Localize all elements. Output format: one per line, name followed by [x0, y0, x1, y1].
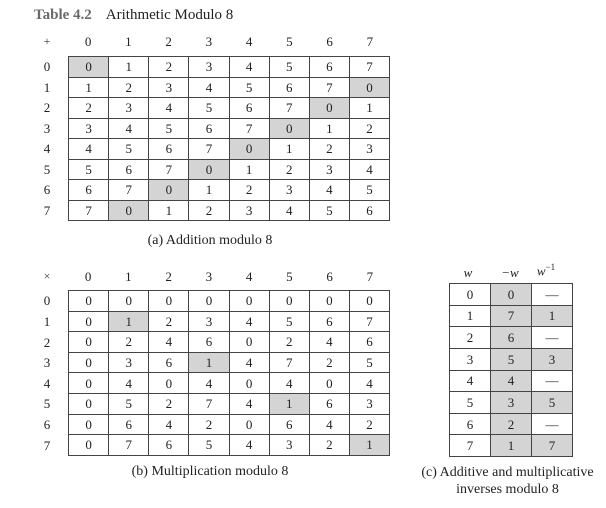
table-row — [69, 98, 390, 119]
table-cell: 3 — [349, 139, 389, 160]
table-cell: 0 — [149, 291, 189, 312]
addition-column-header: 2 — [165, 34, 172, 49]
multiplication-column-header: 2 — [165, 269, 172, 284]
table-cell: 5 — [109, 139, 149, 160]
addition-caption: (a) Addition modulo 8 — [147, 233, 273, 248]
table-cell: 3 — [69, 118, 109, 139]
addition-row-header: 0 — [43, 59, 51, 75]
table-row — [69, 352, 390, 373]
table-row — [69, 118, 390, 139]
table-cell: 0 — [229, 373, 269, 394]
multiplication-column-header: 4 — [245, 269, 253, 284]
table-row — [69, 200, 390, 221]
table-cell: 7 — [69, 200, 109, 221]
table-cell: 0 — [349, 77, 389, 98]
table-cell: 5 — [189, 435, 229, 456]
table-cell: 4 — [229, 352, 269, 373]
table-cell: 0 — [269, 291, 309, 312]
table-cell: 5 — [109, 393, 149, 414]
table-cell: 5 — [189, 98, 229, 119]
table-row — [450, 435, 573, 457]
table-cell: 5 — [349, 352, 389, 373]
table-cell: 5 — [349, 180, 389, 201]
table-cell: 0 — [69, 393, 109, 414]
table-row — [450, 392, 573, 414]
table-cell: 4 — [269, 373, 309, 394]
table-cell: 7 — [149, 159, 189, 180]
table-cell: 6 — [189, 118, 229, 139]
multiplication-operator: × — [43, 269, 51, 283]
table-cell: 3 — [149, 77, 189, 98]
inverse-neg-w-cell: 5 — [491, 348, 532, 370]
table-cell: 3 — [269, 435, 309, 456]
table-cell: 4 — [69, 139, 109, 160]
table-cell: 0 — [229, 291, 269, 312]
table-cell: 0 — [309, 373, 349, 394]
multiplication-row-header: 2 — [43, 334, 51, 350]
table-cell: 0 — [309, 98, 349, 119]
inverse-header-w-inv — [526, 262, 566, 279]
inverse-w-inv-cell: 5 — [532, 392, 573, 414]
table-cell: 2 — [269, 332, 309, 353]
table-cell: 3 — [229, 200, 269, 221]
addition-row-header: 3 — [43, 120, 51, 136]
table-row — [450, 413, 573, 435]
table-cell: 2 — [109, 332, 149, 353]
inverse-neg-w-cell: 2 — [491, 413, 532, 435]
table-cell: 4 — [229, 393, 269, 414]
table-cell: 4 — [269, 200, 309, 221]
table-cell: 7 — [189, 139, 229, 160]
table-row — [450, 305, 573, 327]
table-cell: 4 — [309, 180, 349, 201]
table-row — [69, 373, 390, 394]
table-cell: 2 — [309, 435, 349, 456]
inverse-header-w-inv-base: w — [536, 263, 546, 279]
table-cell: 6 — [269, 77, 309, 98]
table-cell: 5 — [269, 57, 309, 78]
table-row — [450, 327, 573, 349]
table-cell: 0 — [69, 352, 109, 373]
table-row — [69, 393, 390, 414]
table-cell: 2 — [189, 414, 229, 435]
table-cell: 7 — [349, 311, 389, 332]
inverse-w-inv-cell: 1 — [532, 305, 573, 327]
table-cell: 4 — [189, 373, 229, 394]
table-row — [69, 77, 390, 98]
inverses-table — [449, 283, 573, 457]
table-cell: 2 — [309, 352, 349, 373]
table-number: Table 4.2 — [34, 7, 92, 23]
inverse-neg-w-cell: 0 — [491, 284, 532, 306]
table-cell: 0 — [229, 332, 269, 353]
table-cell: 6 — [309, 393, 349, 414]
table-cell: 0 — [69, 291, 109, 312]
table-cell: 0 — [229, 139, 269, 160]
table-cell: 1 — [189, 180, 229, 201]
table-row — [69, 139, 390, 160]
addition-column-header: 1 — [125, 34, 132, 49]
table-cell: 3 — [109, 98, 149, 119]
inverse-w-cell: 6 — [450, 413, 491, 435]
table-cell: 4 — [349, 159, 389, 180]
multiplication-row-header: 5 — [43, 396, 51, 412]
table-cell: 5 — [229, 77, 269, 98]
inverses-caption-line1: (c) Additive and multiplicative — [421, 465, 594, 480]
table-cell: 0 — [189, 159, 229, 180]
inverses-caption — [400, 464, 606, 498]
multiplication-row-header: 1 — [43, 313, 51, 329]
table-cell: 1 — [69, 77, 109, 98]
table-cell: 6 — [229, 98, 269, 119]
table-cell: 4 — [189, 77, 229, 98]
table-cell: 4 — [149, 98, 189, 119]
table-row — [450, 284, 573, 306]
table-cell: 1 — [149, 200, 189, 221]
table-cell: 5 — [69, 159, 109, 180]
table-cell: 6 — [69, 180, 109, 201]
table-name: Arithmetic Modulo 8 — [105, 7, 234, 23]
multiplication-row-header: 3 — [43, 355, 51, 371]
table-cell: 7 — [269, 98, 309, 119]
addition-row-header: 5 — [43, 161, 51, 177]
table-cell: 0 — [309, 291, 349, 312]
table-cell: 0 — [69, 414, 109, 435]
table-cell: 6 — [149, 352, 189, 373]
table-cell: 2 — [69, 98, 109, 119]
inverse-w-inv-cell: — — [532, 284, 573, 306]
table-cell: 4 — [229, 435, 269, 456]
table-cell: 0 — [109, 200, 149, 221]
addition-column-header: 3 — [205, 34, 213, 49]
multiplication-table — [68, 290, 390, 456]
addition-column-header: 7 — [366, 34, 374, 49]
table-cell: 3 — [269, 180, 309, 201]
table-row — [69, 414, 390, 435]
inverse-neg-w-cell: 7 — [491, 305, 532, 327]
table-cell: 7 — [109, 435, 149, 456]
multiplication-column-header: 5 — [286, 269, 293, 284]
table-cell: 2 — [309, 139, 349, 160]
addition-row-header: 2 — [43, 100, 51, 116]
addition-row-header: 1 — [43, 79, 51, 95]
table-cell: 6 — [109, 159, 149, 180]
addition-column-header: 0 — [84, 34, 92, 49]
inverse-w-cell: 0 — [450, 284, 491, 306]
table-cell: 1 — [229, 159, 269, 180]
inverse-w-inv-cell: — — [532, 370, 573, 392]
table-title — [34, 7, 233, 24]
table-cell: 1 — [309, 118, 349, 139]
table-cell: 5 — [269, 311, 309, 332]
table-cell: 0 — [69, 435, 109, 456]
multiplication-row-header: 4 — [43, 375, 51, 391]
table-cell: 0 — [69, 57, 109, 78]
inverse-header-neg-w: −w — [501, 265, 519, 280]
table-cell: 4 — [309, 332, 349, 353]
table-cell: 0 — [349, 291, 389, 312]
inverse-w-inv-cell: 7 — [532, 435, 573, 457]
inverse-neg-w-cell: 3 — [491, 392, 532, 414]
table-cell: 1 — [269, 139, 309, 160]
table-cell: 2 — [149, 393, 189, 414]
table-row — [69, 291, 390, 312]
inverse-header-w: w — [463, 265, 473, 280]
table-cell: 7 — [309, 77, 349, 98]
multiplication-row-header: 6 — [43, 416, 51, 432]
table-cell: 0 — [229, 414, 269, 435]
table-cell: 2 — [149, 311, 189, 332]
inverse-w-cell: 2 — [450, 327, 491, 349]
table-cell: 0 — [69, 373, 109, 394]
inverse-w-inv-cell: 3 — [532, 348, 573, 370]
table-cell: 6 — [349, 200, 389, 221]
table-cell: 1 — [109, 57, 149, 78]
multiplication-caption: (b) Multiplication modulo 8 — [131, 464, 289, 479]
table-cell: 2 — [229, 180, 269, 201]
table-cell: 4 — [229, 311, 269, 332]
addition-row-header: 4 — [43, 141, 51, 157]
table-row — [450, 370, 573, 392]
inverse-w-inv-cell: — — [532, 413, 573, 435]
table-row — [450, 348, 573, 370]
table-row — [69, 159, 390, 180]
table-cell: 0 — [69, 332, 109, 353]
table-cell: 1 — [109, 311, 149, 332]
addition-column-header: 4 — [245, 34, 253, 49]
addition-column-header: 5 — [286, 34, 293, 49]
table-cell: 4 — [309, 414, 349, 435]
inverse-w-cell: 5 — [450, 392, 491, 414]
inverse-neg-w-cell: 1 — [491, 435, 532, 457]
table-cell: 7 — [189, 393, 229, 414]
table-cell: 0 — [189, 291, 229, 312]
table-cell: 1 — [189, 352, 229, 373]
table-cell: 6 — [269, 414, 309, 435]
addition-row-header: 6 — [43, 182, 51, 198]
table-cell: 7 — [109, 180, 149, 201]
table-cell: 3 — [309, 159, 349, 180]
table-cell: 4 — [109, 373, 149, 394]
table-cell: 6 — [309, 57, 349, 78]
multiplication-column-header: 1 — [125, 269, 132, 284]
table-cell: 4 — [149, 414, 189, 435]
table-cell: 0 — [149, 373, 189, 394]
table-cell: 3 — [189, 57, 229, 78]
table-cell: 1 — [269, 393, 309, 414]
table-cell: 1 — [349, 435, 389, 456]
multiplication-column-header: 6 — [326, 269, 333, 284]
table-cell: 3 — [349, 393, 389, 414]
inverse-w-inv-cell: — — [532, 327, 573, 349]
table-cell: 2 — [269, 159, 309, 180]
addition-operator: + — [43, 34, 51, 48]
table-cell: 3 — [189, 311, 229, 332]
table-row — [69, 57, 390, 78]
table-cell: 4 — [349, 373, 389, 394]
inverse-w-cell: 1 — [450, 305, 491, 327]
multiplication-column-header: 3 — [205, 269, 213, 284]
table-cell: 2 — [349, 414, 389, 435]
table-row — [69, 332, 390, 353]
multiplication-row-header: 0 — [43, 293, 51, 309]
table-cell: 4 — [149, 332, 189, 353]
table-row — [69, 311, 390, 332]
multiplication-column-header: 0 — [84, 269, 92, 284]
addition-column-header: 6 — [326, 34, 333, 49]
table-cell: 2 — [349, 118, 389, 139]
addition-row-header: 7 — [43, 202, 51, 218]
multiplication-row-header: 7 — [43, 437, 51, 453]
table-cell: 6 — [349, 332, 389, 353]
table-cell: 7 — [269, 352, 309, 373]
inverses-caption-line2: inverses modulo 8 — [456, 482, 559, 497]
table-cell: 0 — [149, 180, 189, 201]
table-cell: 5 — [309, 200, 349, 221]
table-row — [69, 435, 390, 456]
table-cell: 1 — [349, 98, 389, 119]
table-cell: 0 — [269, 118, 309, 139]
table-cell: 2 — [189, 200, 229, 221]
table-cell: 6 — [109, 414, 149, 435]
table-cell: 4 — [229, 57, 269, 78]
table-cell: 0 — [109, 291, 149, 312]
table-cell: 6 — [309, 311, 349, 332]
table-cell: 2 — [109, 77, 149, 98]
inverse-w-cell: 7 — [450, 435, 491, 457]
table-cell: 6 — [189, 332, 229, 353]
table-cell: 4 — [109, 118, 149, 139]
inverse-neg-w-cell: 6 — [491, 327, 532, 349]
table-cell: 6 — [149, 435, 189, 456]
table-cell: 5 — [149, 118, 189, 139]
table-cell: 3 — [109, 352, 149, 373]
addition-table — [68, 56, 390, 221]
table-cell: 6 — [149, 139, 189, 160]
table-cell: 7 — [229, 118, 269, 139]
table-cell: 0 — [69, 311, 109, 332]
table-cell: 2 — [149, 57, 189, 78]
inverse-w-cell: 3 — [450, 348, 491, 370]
multiplication-column-header: 7 — [366, 269, 374, 284]
inverse-header-w-inv-sup: −1 — [545, 262, 556, 272]
table-row — [69, 180, 390, 201]
inverse-w-cell: 4 — [450, 370, 491, 392]
inverse-neg-w-cell: 4 — [491, 370, 532, 392]
table-cell: 7 — [349, 57, 389, 78]
